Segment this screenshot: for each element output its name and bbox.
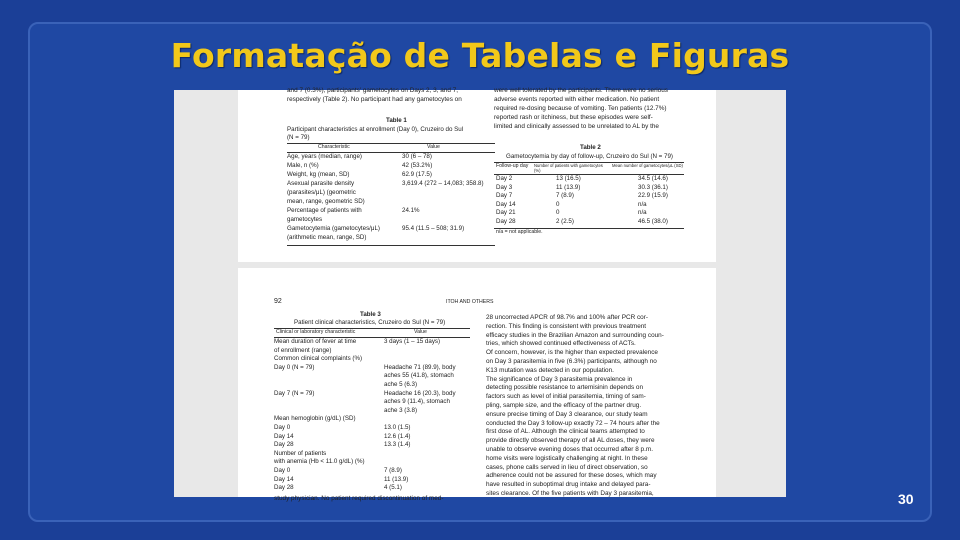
- slide-number: 30: [898, 491, 914, 507]
- table2-row-count: 7 (8.9): [556, 192, 574, 200]
- table3-col-header: Value: [414, 329, 427, 335]
- text-line: adherence could not be assured for these doses, which may: [486, 472, 657, 480]
- table1-row-value: 3,619.4 (272 – 14,083; 358.8): [402, 180, 484, 187]
- table2-caption: Gametocytemia by day of follow-up, Cruzeiro do Sul (N = 79): [506, 153, 673, 160]
- table3-row-value: aches 55 (41.8), stomach: [384, 372, 454, 380]
- text-line: first dose of AL. Although the clinical teams attempted to: [486, 428, 645, 436]
- table2-row-mean: n/a: [638, 200, 647, 208]
- table3-row-value: Headache 16 (20.3), body: [384, 389, 456, 397]
- table1-row-label: gametocytes: [287, 216, 323, 223]
- table3-row-label: Day 28: [274, 441, 294, 449]
- text-line: conducted the Day 3 follow-up exactly 72 – 74 hours after the: [486, 419, 660, 427]
- text-line: provide directly observed therapy of all AL doses, they were: [486, 437, 655, 445]
- table1-col-header: Value: [427, 144, 440, 150]
- table1-row-label: Percentage of patients with: [287, 207, 362, 214]
- table1-row-value: 42 (53.2%): [402, 162, 433, 169]
- table2-col-header: Number of patients with gametocytes (%): [534, 163, 603, 173]
- table3-row-value: 13.3 (1.4): [384, 441, 411, 449]
- table1-row-label: (arithmetic mean, range, SD): [287, 234, 367, 241]
- text-line: tries, which showed continued effectiveness of ACTs.: [486, 340, 636, 348]
- table3-row-value: 4 (5.1): [384, 484, 402, 492]
- table2-row-day: Day 21: [496, 209, 516, 217]
- text-line: required re-dosing because of vomiting. Ten patients (12.7%): [494, 105, 667, 112]
- text-line: detecting possible resistance to artemisinin depends on: [486, 384, 644, 392]
- table2-row-day: Day 7: [496, 192, 513, 200]
- table3-row-value: aches 9 (11.4), stomach: [384, 398, 450, 406]
- table3-row-label: Day 14: [274, 475, 294, 483]
- table3-row-value: 11 (13.9): [384, 475, 409, 483]
- text-line: rection. This finding is consistent with previous treatment: [486, 322, 647, 330]
- table2-label: Table 2: [580, 144, 601, 151]
- table2-row-day: Day 28: [496, 218, 516, 225]
- table3-row-value: 7 (8.9): [384, 467, 402, 474]
- table3-row-label: Mean hemoglobin (g/dL) (SD): [274, 415, 356, 423]
- text-line: were well tolerated by the participants. There were no serious: [494, 87, 668, 94]
- table3-row-value: 3 days (1 – 15 days): [384, 338, 441, 345]
- table-rule: [287, 245, 495, 246]
- table2-row-mean: 22.9 (15.9): [638, 192, 668, 200]
- text-line: ensure precise timing of Day 3 clearance, our study team: [486, 410, 648, 418]
- table3-row-label: of enrollment (range): [274, 346, 332, 354]
- table1-row-value: 24.1%: [402, 207, 420, 214]
- table3-row-label: Day 7 (N = 79): [274, 389, 315, 397]
- table2-footnote: n/a = not applicable.: [496, 229, 543, 235]
- table1-row-value: 95.4 (11.5 – 508; 31.9): [402, 225, 465, 232]
- table1-caption-n: (N = 79): [287, 134, 310, 141]
- table3-row-label: Day 28: [274, 484, 294, 492]
- table3-row-label: Common clinical complaints (%): [274, 355, 363, 363]
- table2-row-count: 13 (16.5): [556, 175, 581, 182]
- table2-row-count: 0: [556, 209, 560, 217]
- table2-row-count: 11 (13.9): [556, 183, 581, 191]
- table1-col-header: Characteristic: [318, 144, 350, 150]
- text-line: unable to observe evening doses that occurred after 8 p.m.: [486, 446, 653, 453]
- table3-caption: Patient clinical characteristics, Cruzeiro do Sul (N = 79): [294, 319, 446, 326]
- text-line: have resulted in suboptimal drug intake and delayed para-: [486, 481, 651, 489]
- table1-caption: Participant characteristics at enrollment (Day 0), Cruzeiro do Sul: [287, 126, 464, 133]
- table1-row-label: Weight, kg (mean, SD): [287, 171, 350, 178]
- article-page-1: [238, 87, 716, 262]
- text-line: reported rash or itchiness, but these episodes were self-: [494, 114, 653, 121]
- table1-row-value: 62.9 (17.5): [402, 171, 432, 178]
- text-line: and 7 (0.3%), participants' gametocytes on Days 2, 3, and 7,: [287, 87, 459, 94]
- table1-label: Table 1: [386, 117, 407, 124]
- table3-row-label: Day 0: [274, 424, 291, 431]
- text-line: K13 mutation was detected in our population.: [486, 366, 614, 374]
- slide-title: Formatação de Tabelas e Figuras: [170, 36, 790, 75]
- table3-row-value: 12.6 (1.4): [384, 432, 411, 440]
- table3-row-label: with anemia (Hb < 11.0 g/dL) (%): [274, 458, 365, 466]
- text-line: efficacy studies in the Brazilian Amazon and surrounding coun-: [486, 331, 664, 339]
- text-line: cases, phone calls served in lieu of direct observation, so: [486, 463, 648, 471]
- text-line: adverse events reported with either medication. No patient: [494, 96, 660, 103]
- table2-col-header: Follow-up day: [496, 163, 529, 169]
- table3-row-label: Day 14: [274, 432, 294, 440]
- table3-row-value: ache 5 (6.3): [384, 381, 418, 388]
- text-line: sites clearance. Of the five patients with Day 3 parasitemia,: [486, 490, 654, 497]
- page-number: 92: [274, 298, 282, 305]
- text-line: The significance of Day 3 parasitemia prevalence in: [486, 375, 633, 383]
- text-line: pling, sample size, and the efficacy of the partner drug.: [486, 402, 642, 409]
- text-line: on Day 3 parasitemia in five (6.3%) participants, although no: [486, 358, 657, 365]
- text-line: factors such as level of initial parasitemia, timing of sam-: [486, 393, 646, 401]
- table2-row-mean: 34.5 (14.6): [638, 175, 668, 182]
- table3-row-value: ache 3 (3.8): [384, 406, 418, 414]
- text-line: respectively (Table 2). No participant had any gametocytes on: [287, 96, 462, 103]
- table1-row-label: mean, range, geometric SD): [287, 198, 365, 205]
- table3-col-header: Clinical or laboratory characteristic: [276, 329, 356, 335]
- running-head: ITOH AND OTHERS: [446, 299, 494, 305]
- table2-row-day: Day 14: [496, 200, 516, 208]
- table2-col-header: Mean number of gametocytes/μL (SD): [612, 163, 683, 168]
- table1-row-label: Male, n (%): [287, 162, 319, 169]
- text-line: Of concern, however, is the higher than expected prevalence: [486, 349, 658, 357]
- table2-row-day: Day 3: [496, 183, 513, 191]
- table2-row-day: Day 2: [496, 175, 513, 182]
- table2-row-count: 2 (2.5): [556, 218, 574, 225]
- table1-row-label: Gametocytemia (gametocytes/μL): [287, 225, 380, 232]
- table1-row-label: Age, years (median, range): [287, 153, 362, 160]
- table3-row-value: Headache 71 (89.9), body: [384, 363, 456, 371]
- table2-row-mean: 46.5 (38.0): [638, 218, 668, 225]
- text-line: study physician. No patient required discontinuation of med-: [274, 495, 444, 502]
- table2-row-mean: n/a: [638, 209, 647, 217]
- text-line: home visits were logistically challenging at night. In these: [486, 454, 648, 462]
- table2-row-mean: 30.3 (36.1): [638, 183, 668, 191]
- table3-row-label: Day 0 (N = 79): [274, 363, 315, 371]
- table3-label: Table 3: [360, 311, 381, 318]
- table3-row-label: Number of patients: [274, 449, 327, 457]
- table3-row-label: Day 0: [274, 467, 291, 474]
- text-line: limited and clinically assessed to be unrelated to AL by the: [494, 123, 659, 130]
- table1-row-label: (parasites/μL) (geometric: [287, 189, 356, 196]
- table2-row-count: 0: [556, 200, 560, 208]
- scanned-article-image: [174, 87, 786, 502]
- article-page-2: [238, 268, 716, 502]
- table1-row-label: Asexual parasite density: [287, 180, 355, 187]
- text-line: 28 uncorrected APCR of 98.7% and 100% after PCR cor-: [486, 314, 648, 321]
- table3-row-label: Mean duration of fever at time: [274, 338, 357, 345]
- table1-row-value: 30 (6 – 78): [402, 153, 432, 160]
- table3-row-value: 13.0 (1.5): [384, 424, 411, 431]
